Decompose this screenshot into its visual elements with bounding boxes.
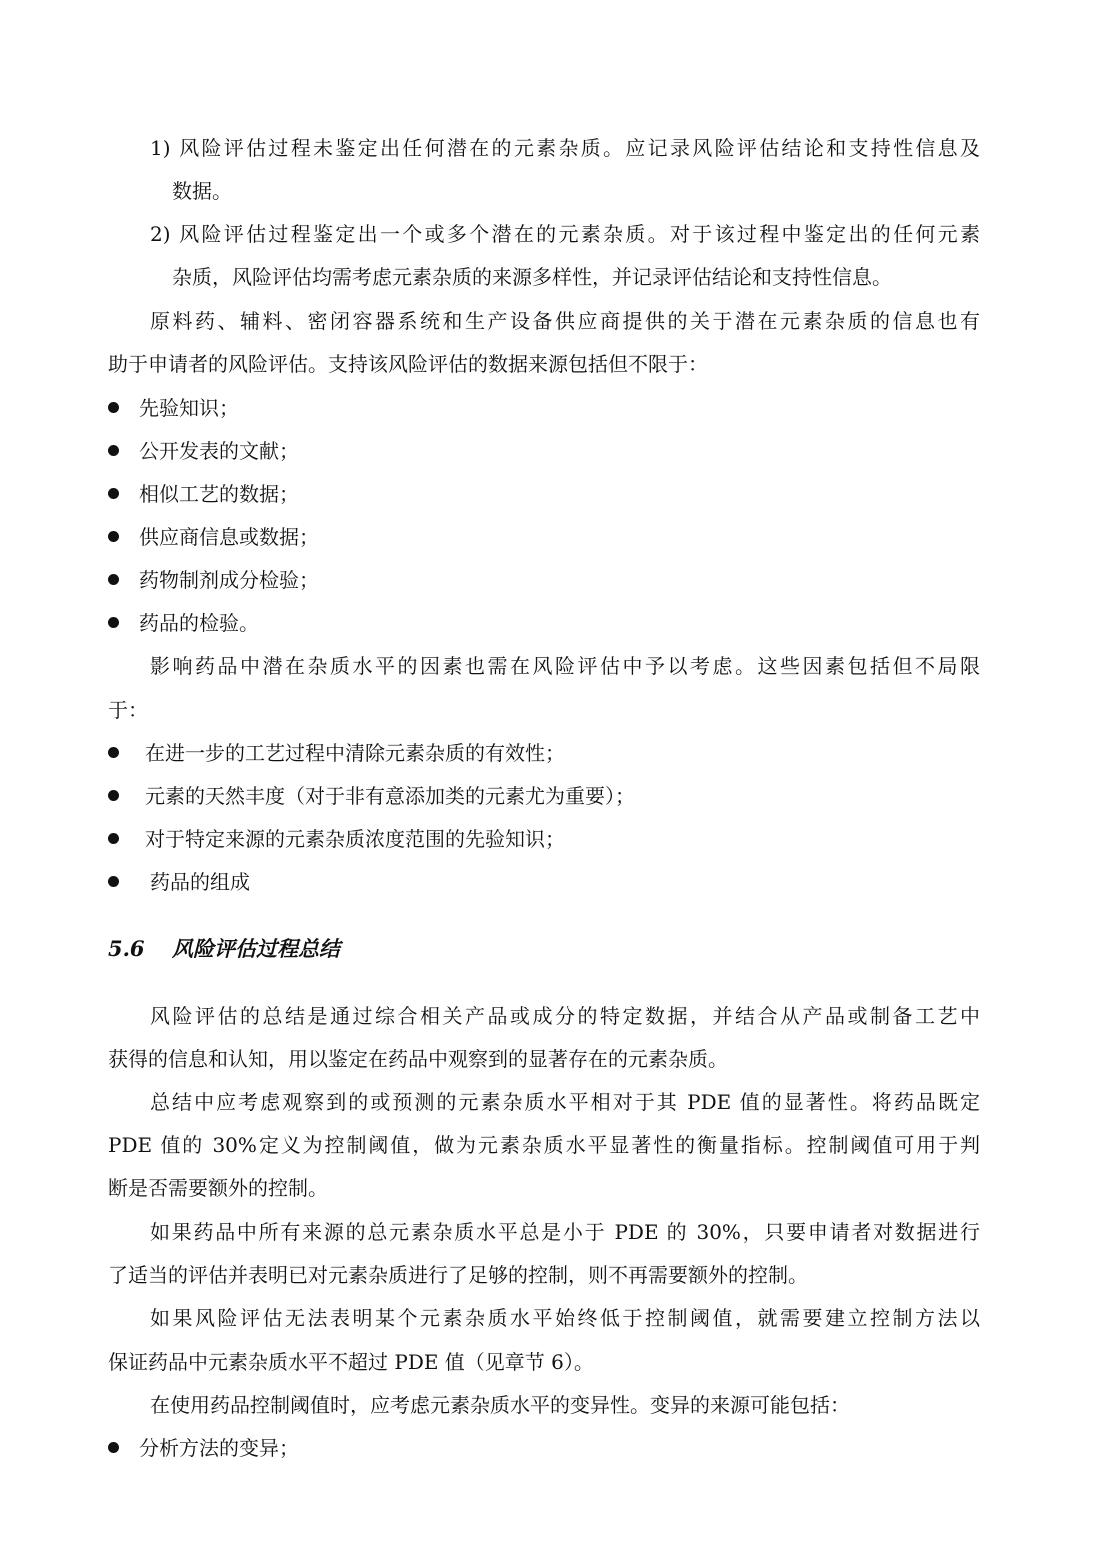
bullet-icon [108,445,119,456]
paragraph-line: PDE 值的 30%定义为控制阈值，做为元素杂质水平显著性的衡量指标。控制阈值可用于判 [108,1133,980,1157]
bullet-icon [108,790,119,801]
paragraph-line: 影响药品中潜在杂质水平的因素也需在风险评估中予以考虑。这些因素包括但不局限 [150,654,980,678]
bullet-icon [108,617,119,628]
list-item: 供应商信息或数据； [139,525,319,549]
bullet-icon [108,833,119,844]
paragraph-line: 如果药品中所有来源的总元素杂质水平总是小于 PDE 的 30%，只要申请者对数据进行 [150,1220,980,1244]
list-item: 公开发表的文献； [139,439,299,463]
list-item-2-line-1: 2) 风险评估过程鉴定出一个或多个潜在的元素杂质。对于该过程中鉴定出的任何元素 [150,222,980,246]
paragraph-line: 在使用药品控制阈值时，应考虑元素杂质水平的变异性。变异的来源可能包括： [150,1393,850,1417]
list-item: 相似工艺的数据； [139,482,299,506]
list-item: 药品的组成 [150,870,250,894]
paragraph-line: 风险评估的总结是通过综合相关产品或成分的特定数据，并结合从产品或制备工艺中 [150,1004,980,1028]
list-item-1-line-2: 数据。 [172,179,232,203]
list-item: 先验知识； [139,396,239,420]
list-item: 药物制剂成分检验； [139,568,319,592]
paragraph-line: 于： [108,698,148,722]
bullet-icon [108,488,119,499]
paragraph-line: 了适当的评估并表明已对元素杂质进行了足够的控制，则不再需要额外的控制。 [108,1263,808,1287]
list-item-2-line-2: 杂质，风险评估均需考虑元素杂质的来源多样性，并记录评估结论和支持性信息。 [172,265,892,289]
bullet-icon [108,531,119,542]
list-item: 分析方法的变异； [139,1436,299,1460]
list-item: 元素的天然丰度（对于非有意添加类的元素尤为重要）； [145,784,635,808]
paragraph-line: 获得的信息和认知，用以鉴定在药品中观察到的显著存在的元素杂质。 [108,1047,728,1071]
section-number: 5.6 [108,936,145,961]
paragraph-line: 总结中应考虑观察到的或预测的元素杂质水平相对于其 PDE 值的显著性。将药品既定 [150,1090,980,1114]
paragraph-line: 保证药品中元素杂质水平不超过 PDE 值（见章节 6）。 [108,1350,594,1374]
bullet-icon [108,747,119,758]
bullet-icon [108,876,119,887]
bullet-icon [108,402,119,413]
bullet-icon [108,1442,119,1453]
paragraph-line: 原料药、辅料、密闭容器系统和生产设备供应商提供的关于潜在元素杂质的信息也有 [150,309,980,333]
list-item-1-line-1: 1) 风险评估过程未鉴定出任何潜在的元素杂质。应记录风险评估结论和支持性信息及 [150,136,980,160]
paragraph-line: 断是否需要额外的控制。 [108,1176,328,1200]
list-item: 药品的检验。 [139,611,259,635]
paragraph-line: 如果风险评估无法表明某个元素杂质水平始终低于控制阈值，就需要建立控制方法以 [150,1306,980,1330]
list-item: 对于特定来源的元素杂质浓度范围的先验知识； [145,827,565,851]
bullet-icon [108,574,119,585]
section-title: 风险评估过程总结 [172,936,340,961]
paragraph-line: 助于申请者的风险评估。支持该风险评估的数据来源包括但不限于： [108,352,708,376]
list-item: 在进一步的工艺过程中清除元素杂质的有效性； [145,741,565,765]
